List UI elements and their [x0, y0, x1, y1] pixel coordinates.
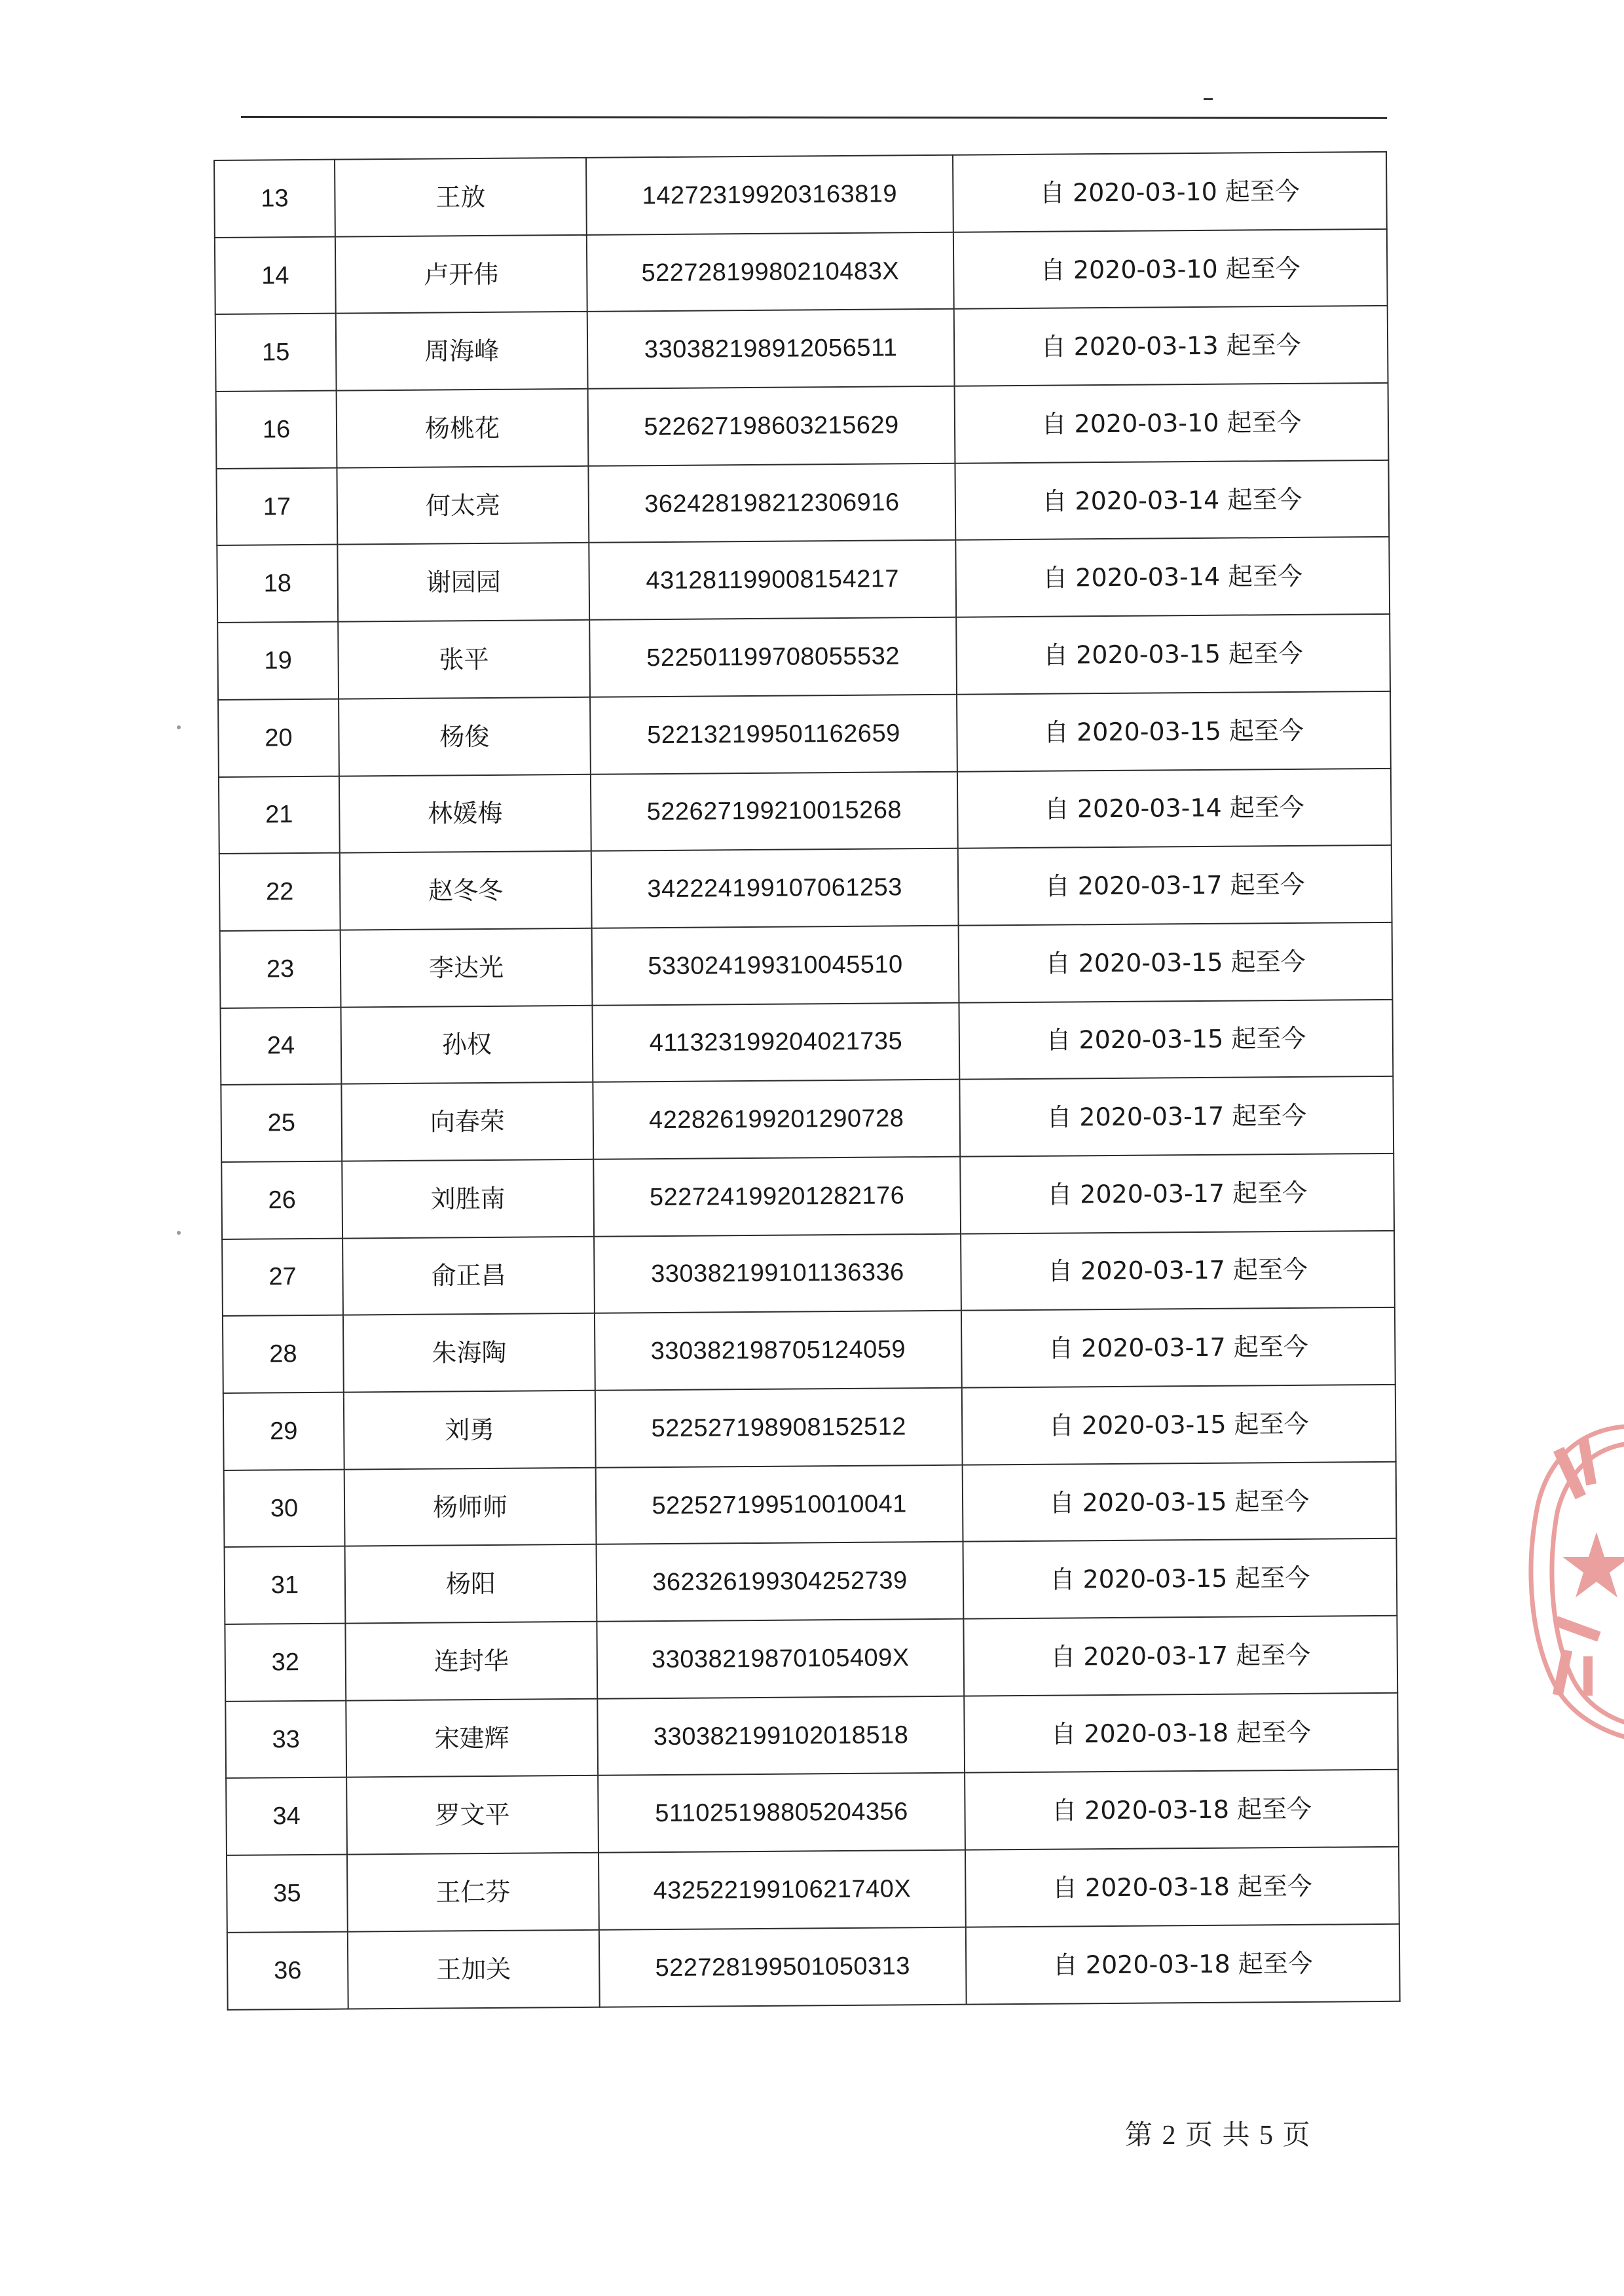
name-cell: 宋建辉	[346, 1699, 598, 1777]
row-number-cell: 13	[214, 160, 335, 238]
name-cell: 林媛梅	[339, 774, 591, 852]
id-number-cell: 52272819980210483X	[587, 232, 954, 312]
name-cell: 谢园园	[337, 543, 589, 621]
period-cell: 自 2020-03-17 起至今	[959, 1076, 1393, 1157]
name-cell: 罗文平	[346, 1776, 599, 1854]
name-cell: 张平	[338, 620, 590, 699]
table-row	[221, 1154, 1394, 1239]
name-cell: 杨阳	[345, 1544, 597, 1623]
table-row	[217, 614, 1390, 700]
period-cell: 自 2020-03-17 起至今	[958, 845, 1392, 926]
period-cell: 自 2020-03-15 起至今	[956, 614, 1390, 695]
period-cell: 自 2020-03-15 起至今	[959, 922, 1393, 1003]
table-row	[219, 845, 1392, 931]
period-cell: 自 2020-03-14 起至今	[955, 537, 1390, 617]
row-number-cell: 16	[216, 391, 337, 469]
row-number-cell: 29	[223, 1393, 344, 1470]
row-number-cell: 24	[220, 1007, 341, 1085]
name-cell: 杨师师	[344, 1467, 597, 1546]
id-number-cell: 330382198705124059	[595, 1311, 962, 1391]
table-row	[216, 460, 1389, 546]
id-number-cell: 431281199008154217	[589, 540, 956, 620]
row-number-cell: 34	[226, 1777, 347, 1855]
row-number-cell: 15	[215, 314, 337, 392]
id-number-cell: 422826199201290728	[593, 1080, 960, 1159]
name-cell: 王放	[335, 158, 587, 236]
table-row	[225, 1693, 1398, 1779]
name-cell: 连封华	[345, 1622, 597, 1700]
row-number-cell: 14	[215, 236, 336, 314]
table-row	[217, 537, 1390, 623]
period-cell: 自 2020-03-18 起至今	[965, 1770, 1399, 1850]
name-cell: 俞正昌	[342, 1236, 595, 1315]
id-number-cell: 142723199203163819	[586, 155, 953, 235]
table-row	[221, 1076, 1393, 1162]
name-cell: 赵冬冬	[340, 851, 592, 930]
roster-table-body	[214, 152, 1400, 2010]
id-number-cell: 411323199204021735	[592, 1002, 959, 1082]
row-number-cell: 30	[224, 1469, 345, 1547]
id-number-cell: 342224199107061253	[591, 848, 959, 928]
period-cell: 自 2020-03-14 起至今	[957, 768, 1392, 848]
id-number-cell: 511025198805204356	[598, 1773, 965, 1853]
table-row	[227, 1847, 1399, 1933]
id-number-cell: 533024199310045510	[592, 926, 959, 1006]
table-row	[216, 383, 1389, 469]
period-cell: 自 2020-03-18 起至今	[964, 1693, 1398, 1774]
roster-sheet	[213, 151, 1405, 2011]
id-number-cell: 330382199101136336	[594, 1233, 961, 1313]
period-cell: 自 2020-03-15 起至今	[962, 1385, 1396, 1465]
binding-hole-dot	[177, 725, 181, 729]
name-cell: 王加关	[348, 1930, 600, 2009]
name-cell: 向春荣	[341, 1082, 593, 1161]
period-cell: 自 2020-03-15 起至今	[957, 691, 1391, 772]
table-row	[225, 1539, 1397, 1624]
name-cell: 杨俊	[339, 697, 591, 776]
period-cell: 自 2020-03-18 起至今	[966, 1924, 1400, 2005]
id-number-cell: 522132199501162659	[590, 695, 957, 774]
table-row	[224, 1462, 1397, 1548]
row-number-cell: 36	[227, 1931, 348, 2009]
period-cell: 自 2020-03-18 起至今	[965, 1847, 1399, 1927]
table-row	[227, 1924, 1400, 2010]
name-cell: 刘勇	[344, 1391, 596, 1469]
name-cell: 朱海陶	[343, 1313, 595, 1392]
table-row	[218, 691, 1391, 777]
table-row	[222, 1230, 1395, 1316]
id-number-cell: 522527198908152512	[595, 1388, 963, 1468]
table-row	[220, 999, 1393, 1085]
name-cell: 刘胜南	[342, 1159, 594, 1238]
table-row	[215, 229, 1388, 315]
name-cell: 卢开伟	[335, 235, 587, 314]
id-number-cell: 522728199501050313	[599, 1927, 967, 2007]
page-indicator: 第 2 页 共 5 页	[1125, 2121, 1312, 2151]
name-cell: 何太亮	[337, 466, 589, 545]
table-row	[223, 1307, 1395, 1393]
id-number-cell: 522501199708055532	[589, 617, 957, 697]
period-cell: 自 2020-03-10 起至今	[955, 383, 1389, 464]
official-seal-stamp	[1518, 1408, 1624, 1748]
period-cell: 自 2020-03-13 起至今	[954, 306, 1388, 386]
binding-hole-dot	[177, 1231, 181, 1235]
name-cell: 王仁芬	[347, 1853, 599, 1931]
table-row	[214, 152, 1387, 238]
row-number-cell: 26	[221, 1161, 342, 1239]
row-number-cell: 31	[225, 1546, 346, 1624]
table-row	[219, 768, 1392, 854]
header-rule	[241, 116, 1387, 119]
table-row	[220, 922, 1393, 1008]
table-row	[223, 1385, 1396, 1470]
id-number-cell: 362326199304252739	[597, 1542, 964, 1622]
row-number-cell: 22	[219, 853, 341, 931]
row-number-cell: 20	[218, 699, 339, 776]
period-cell: 自 2020-03-10 起至今	[953, 152, 1387, 232]
period-cell: 自 2020-03-17 起至今	[961, 1307, 1395, 1388]
row-number-cell: 28	[223, 1315, 344, 1393]
name-cell: 杨桃花	[337, 389, 589, 467]
id-number-cell: 522527199510010041	[596, 1465, 963, 1544]
id-number-cell: 33038219870105409X	[597, 1619, 964, 1699]
table-row	[215, 306, 1388, 392]
row-number-cell: 18	[217, 545, 338, 623]
header-mark	[1204, 98, 1213, 100]
period-cell: 自 2020-03-10 起至今	[953, 229, 1388, 310]
period-cell: 自 2020-03-15 起至今	[963, 1462, 1397, 1542]
row-number-cell: 25	[221, 1084, 342, 1162]
period-cell: 自 2020-03-15 起至今	[959, 999, 1393, 1080]
row-number-cell: 33	[225, 1700, 346, 1778]
id-number-cell: 522724199201282176	[593, 1157, 961, 1237]
id-number-cell: 522627198603215629	[588, 386, 955, 466]
period-cell: 自 2020-03-17 起至今	[961, 1230, 1395, 1311]
row-number-cell: 27	[222, 1238, 343, 1316]
id-number-cell: 43252219910621740X	[599, 1850, 966, 1930]
table-row	[226, 1770, 1399, 1855]
row-number-cell: 23	[220, 930, 341, 1008]
row-number-cell: 17	[216, 467, 337, 545]
row-number-cell: 21	[219, 776, 340, 854]
period-cell: 自 2020-03-14 起至今	[955, 460, 1389, 541]
row-number-cell: 32	[225, 1624, 346, 1702]
id-number-cell: 330382199102018518	[597, 1696, 965, 1776]
period-cell: 自 2020-03-17 起至今	[960, 1154, 1394, 1234]
id-number-cell: 522627199210015268	[591, 771, 958, 851]
id-number-cell: 330382198912056511	[587, 309, 955, 389]
name-cell: 孙权	[341, 1005, 593, 1084]
name-cell: 李达光	[341, 928, 593, 1007]
row-number-cell: 19	[217, 622, 339, 700]
table-row	[225, 1616, 1397, 1702]
period-cell: 自 2020-03-17 起至今	[963, 1616, 1397, 1696]
roster-table	[213, 151, 1401, 2011]
name-cell: 周海峰	[336, 312, 588, 390]
id-number-cell: 362428198212306916	[588, 463, 955, 543]
row-number-cell: 35	[227, 1855, 348, 1933]
period-cell: 自 2020-03-15 起至今	[963, 1539, 1397, 1619]
